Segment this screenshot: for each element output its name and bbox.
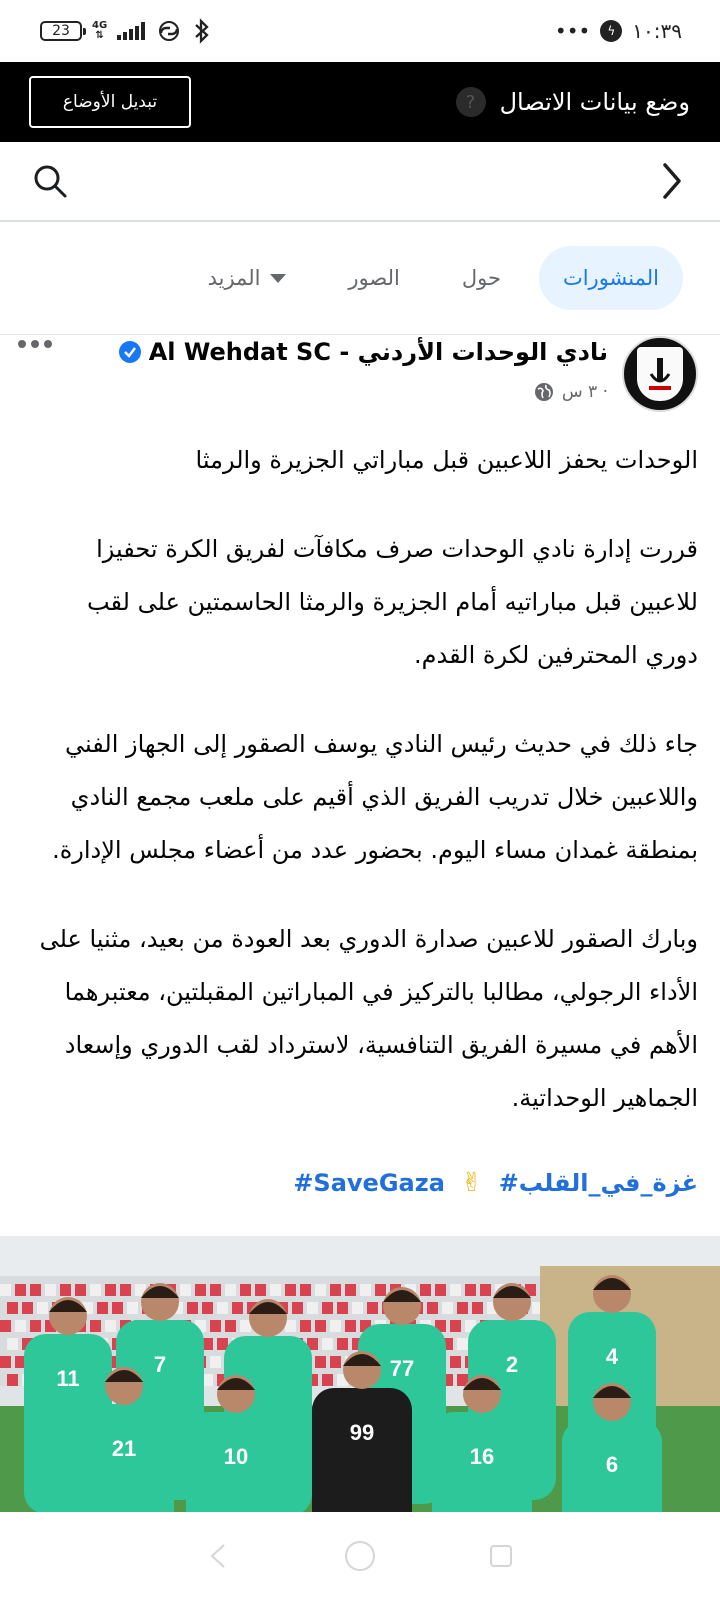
svg-text:2: 2	[505, 1352, 519, 1377]
stadium-seat	[375, 1284, 386, 1296]
stadium-seat	[187, 1302, 198, 1314]
messenger-icon: ϟ	[600, 20, 622, 42]
stadium-seat	[457, 1338, 468, 1350]
home-nav-icon[interactable]	[343, 1539, 377, 1573]
stadium-seat	[315, 1320, 326, 1332]
nav-header	[0, 142, 720, 222]
stadium-seat	[127, 1302, 138, 1314]
stadium-seat	[195, 1284, 206, 1296]
stadium-seat	[352, 1302, 363, 1314]
stadium-seat	[97, 1302, 108, 1314]
stadium-seat	[75, 1284, 86, 1296]
page-avatar[interactable]	[622, 336, 698, 412]
stadium-seat	[210, 1284, 221, 1296]
post-options-icon[interactable]	[18, 340, 52, 348]
stadium-seat	[322, 1374, 333, 1386]
hashtags	[293, 1168, 698, 1198]
stadium-seat	[120, 1284, 131, 1296]
stadium-seat	[292, 1302, 303, 1314]
android-nav-bar	[0, 1512, 720, 1600]
recents-nav-icon[interactable]	[486, 1541, 516, 1571]
chevron-right-icon	[657, 161, 687, 201]
stadium-seat	[90, 1320, 101, 1332]
help-icon[interactable]: ?	[456, 87, 486, 117]
post-paragraph-2: جاء ذلك في حديث رئيس النادي يوسف الصقور إلى الجهاز الفني واللاعبين خلال تدريب الفريق الذي أقيم على ملعب مجمع النادي بمنطقة غمدان مساء اليوم. بحضور عدد من أعضاء مجلس الإدارة.	[52, 730, 698, 864]
back-nav-icon[interactable]	[204, 1541, 234, 1571]
post-paragraph-3: وبارك الصقور للاعبين صدارة الدوري بعد العودة من بعيد، مثنيا على الأداء الرجولي، مطالبا بالتركيز في المباراتين المقبلتين، معتبرهما الأهم في مسيرة الفريق التنافسية، لاسترداد لقب الدوري وإسعاد الجماهير الوحداتية.	[39, 925, 698, 1112]
stadium-seat	[345, 1284, 356, 1296]
post-meta	[534, 382, 608, 402]
caret-down-icon	[270, 274, 286, 283]
data-mode-bar	[0, 62, 720, 142]
stadium-seat	[315, 1356, 326, 1368]
verified-badge-icon	[119, 341, 141, 363]
stadium-seat	[285, 1284, 296, 1296]
stadium-seat	[345, 1320, 356, 1332]
svg-text:11: 11	[56, 1366, 80, 1391]
stadium-seat	[465, 1284, 476, 1296]
stadium-seat	[202, 1302, 213, 1314]
club-crest-icon	[637, 347, 683, 401]
stadium-seat	[232, 1302, 243, 1314]
battery-icon: 23	[40, 21, 82, 41]
stadium-seat	[0, 1320, 11, 1332]
data-arrows-icon: ⇅	[95, 30, 104, 41]
svg-text:77: 77	[389, 1356, 415, 1381]
back-button[interactable]	[652, 161, 692, 201]
stadium-seat	[435, 1284, 446, 1296]
post-headline: الوحدات يحفز اللاعبين قبل مباراتي الجزيرة والرمثا	[195, 446, 698, 474]
stadium-seat	[330, 1356, 341, 1368]
stadium-seat	[225, 1284, 236, 1296]
stadium-seat	[30, 1284, 41, 1296]
stadium-seat	[360, 1284, 371, 1296]
page-name-row	[119, 334, 608, 370]
network-type	[92, 21, 107, 41]
stadium-seat	[337, 1338, 348, 1350]
stadium-seat	[0, 1284, 11, 1296]
status-right	[555, 19, 682, 43]
post-photo[interactable]	[0, 1236, 720, 1512]
stadium-seat	[7, 1338, 18, 1350]
stadium-seat	[480, 1284, 491, 1296]
data-mode-title: وضع بيانات الاتصال	[499, 88, 690, 116]
team-photo-graphic	[0, 1236, 720, 1512]
stadium-seat	[367, 1302, 378, 1314]
stadium-seat	[285, 1320, 296, 1332]
tab-posts-label: المنشورات	[562, 266, 659, 290]
globe-icon	[534, 382, 554, 402]
stadium-seat	[7, 1374, 18, 1386]
tab-about[interactable]	[438, 246, 525, 310]
tab-photos-label: الصور	[348, 266, 400, 290]
profile-tabs	[0, 244, 720, 312]
stadium-seat	[90, 1284, 101, 1296]
switch-modes-button[interactable]: تبديل الأوضاع	[29, 76, 191, 128]
svg-text:16: 16	[469, 1444, 495, 1469]
stadium-seat	[30, 1320, 41, 1332]
stadium-seat	[315, 1284, 326, 1296]
stadium-seat	[105, 1320, 116, 1332]
stadium-seat	[15, 1284, 26, 1296]
stadium-seat	[255, 1284, 266, 1296]
stadium-seat	[450, 1356, 461, 1368]
stadium-seat	[450, 1320, 461, 1332]
svg-text:7: 7	[153, 1352, 167, 1377]
stadium-seat	[112, 1302, 123, 1314]
svg-text:21: 21	[111, 1436, 137, 1461]
stadium-seat	[300, 1320, 311, 1332]
status-left	[40, 18, 211, 44]
post-paragraph-1: قررت إدارة نادي الوحدات صرف مكافآت لفريق الكرة تحفيزا للاعبين قبل مباراتيه أمام الجزيرة والرمثا الحاسمتين على لقب دوري المحترفين لكرة القدم.	[86, 535, 698, 669]
stadium-seat	[45, 1284, 56, 1296]
search-button[interactable]	[30, 161, 70, 201]
stadium-seat	[0, 1356, 11, 1368]
stadium-seat	[240, 1284, 251, 1296]
stadium-seat	[105, 1284, 116, 1296]
stadium-seat	[7, 1302, 18, 1314]
stadium-seat	[225, 1320, 236, 1332]
stadium-seat	[337, 1302, 348, 1314]
stadium-seat	[270, 1284, 281, 1296]
clock: ١٠:٣٩	[632, 19, 682, 43]
stadium-seat	[427, 1302, 438, 1314]
network-label: 4G	[92, 20, 108, 31]
stadium-seat	[442, 1302, 453, 1314]
stadium-seat	[240, 1320, 251, 1332]
page-name[interactable]: Al Wehdat SC - نادي الوحدات الأردني	[148, 338, 608, 366]
stadium-seat	[210, 1320, 221, 1332]
post-time[interactable]: ٣ س ·	[561, 382, 608, 402]
signal-icon	[117, 22, 145, 40]
stadium-seat	[15, 1320, 26, 1332]
stadium-seat	[420, 1284, 431, 1296]
svg-text:6: 6	[605, 1452, 619, 1477]
hashtag-gaza-in-heart[interactable]: #غزة_في_القلب	[498, 1169, 698, 1197]
tab-more[interactable]	[184, 246, 311, 310]
victory-hand-icon: ✌	[460, 1168, 483, 1198]
search-icon	[32, 163, 68, 199]
more-notifications-icon: •••	[554, 19, 591, 43]
stadium-seat	[472, 1302, 483, 1314]
stadium-seat	[217, 1302, 228, 1314]
stadium-seat	[450, 1284, 461, 1296]
stadium-seat	[457, 1302, 468, 1314]
stadium-seat	[322, 1338, 333, 1350]
stadium-seat	[60, 1284, 71, 1296]
post-header	[0, 334, 720, 424]
stadium-seat	[22, 1302, 33, 1314]
stadium-seat	[210, 1356, 221, 1368]
stadium-seat	[330, 1320, 341, 1332]
bluetooth-icon	[193, 18, 211, 44]
post-text	[30, 434, 698, 1161]
tab-photos[interactable]	[324, 246, 423, 310]
hashtag-savegaza[interactable]: #SaveGaza	[293, 1169, 445, 1197]
stadium-seat	[300, 1284, 311, 1296]
stadium-seat	[330, 1284, 341, 1296]
status-bar	[0, 0, 720, 62]
stadium-seat	[37, 1302, 48, 1314]
tab-about-label: حول	[461, 266, 501, 290]
tab-posts[interactable]	[539, 246, 683, 310]
stadium-seat	[322, 1302, 333, 1314]
svg-text:10: 10	[223, 1444, 249, 1469]
hotspot-link-icon	[155, 20, 183, 42]
tab-more-label: المزيد	[207, 266, 261, 290]
svg-text:4: 4	[605, 1344, 619, 1369]
svg-text:99: 99	[349, 1420, 375, 1445]
data-mode-title-group	[456, 87, 690, 117]
stadium-seat	[180, 1284, 191, 1296]
stadium-seat	[307, 1302, 318, 1314]
